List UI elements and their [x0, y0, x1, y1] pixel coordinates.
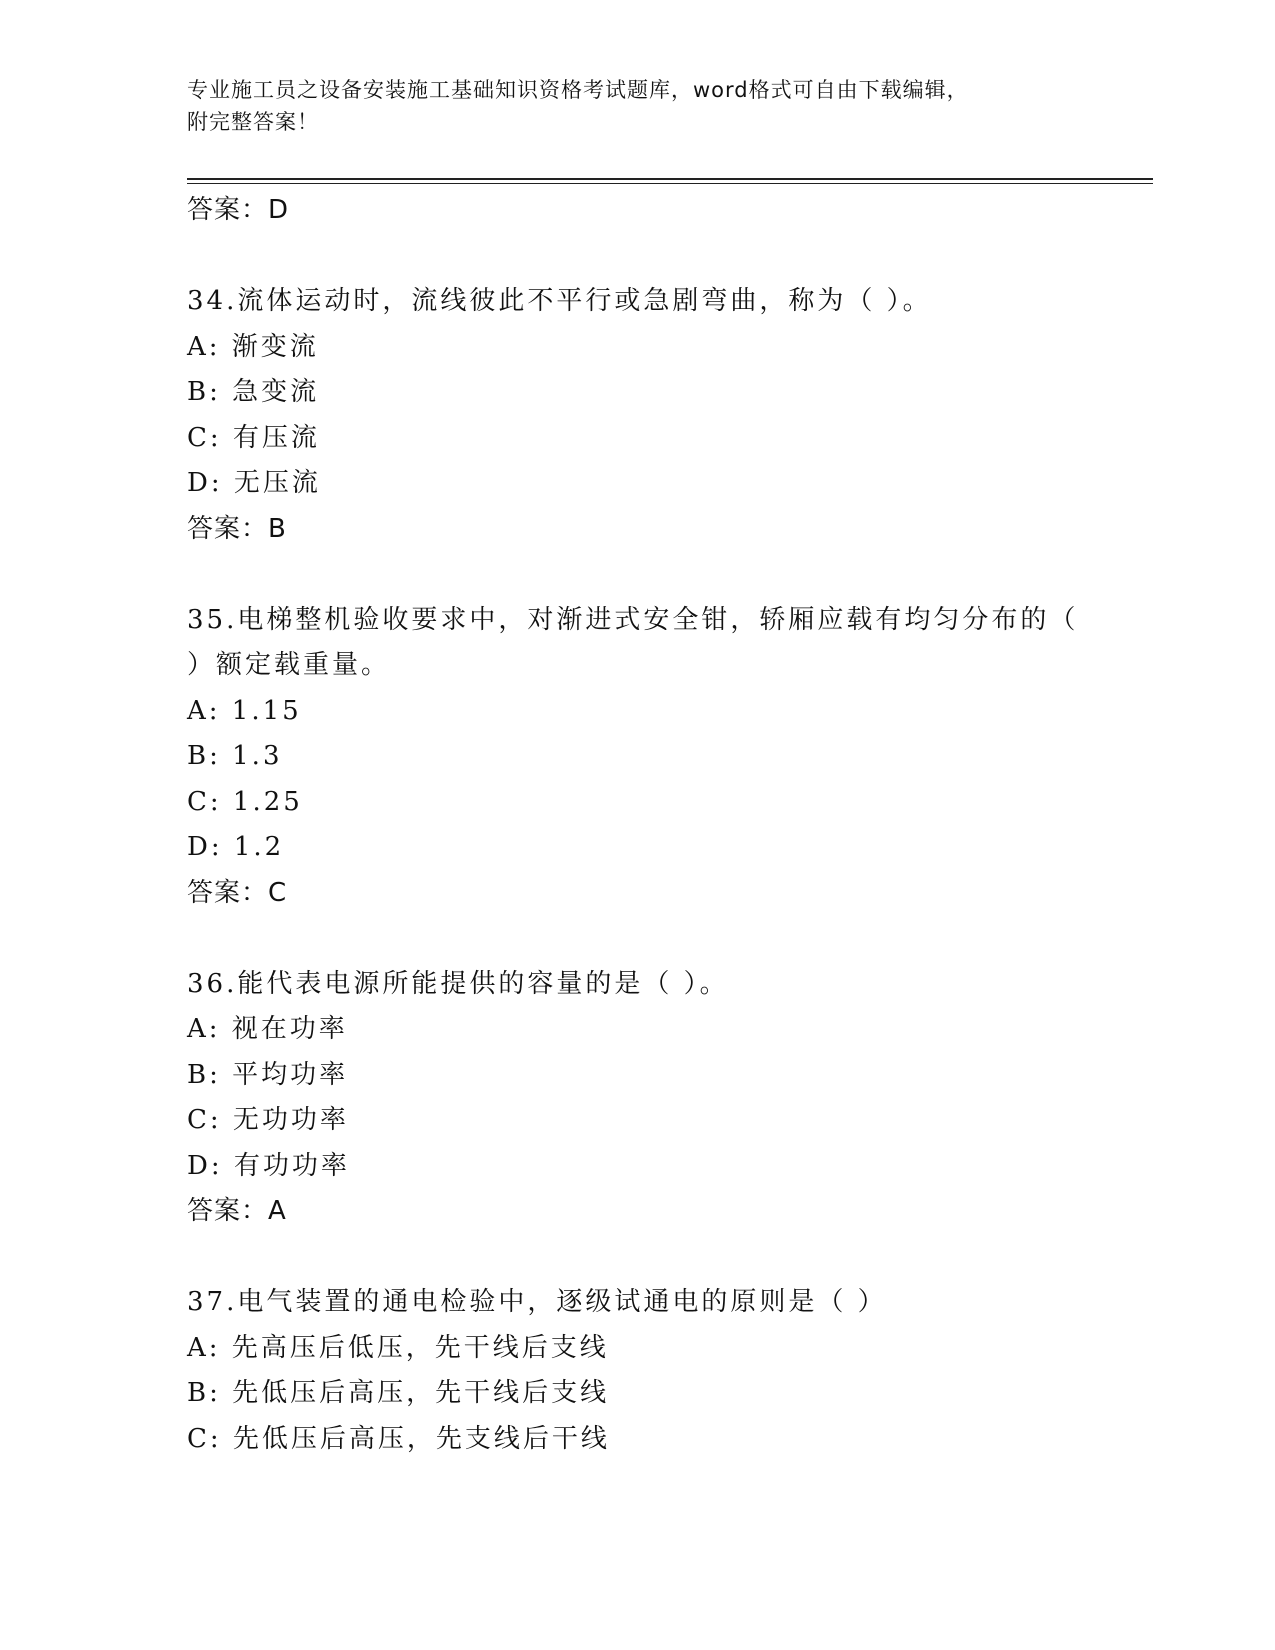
option-c: C: 无功功率 — [187, 1105, 349, 1135]
option-d: D: 1.2 — [187, 832, 285, 862]
option-b: B: 先低压后高压，先干线后支线 — [187, 1378, 610, 1408]
option-b: B: 平均功率 — [187, 1059, 349, 1090]
option-a: A: 渐变流 — [187, 331, 319, 362]
option-b: B: 急变流 — [187, 377, 320, 407]
question-35 — [187, 598, 1077, 917]
answer-33: 答案：D — [187, 195, 290, 225]
spacer — [187, 234, 1077, 280]
answer: 答案：C — [187, 877, 288, 908]
option-d: D: 有功功率 — [187, 1150, 350, 1181]
spacer — [187, 1235, 1077, 1281]
spacer — [187, 916, 1077, 962]
question-stem: 34.流体运动时，流线彼此不平行或急剧弯曲，称为（ ）。 — [187, 286, 932, 316]
question-34 — [187, 279, 1077, 552]
question-stem-line-1: 35.电梯整机验收要求中，对渐进式安全钳，轿厢应载有均匀分布的（ — [187, 604, 1079, 635]
spacer — [187, 552, 1077, 598]
question-stem-line-2: ）额定载重量。 — [187, 650, 391, 680]
header-divider — [187, 178, 1153, 184]
option-d: D: 无压流 — [187, 468, 321, 498]
question-list — [187, 188, 1077, 1462]
option-a: A: 1.15 — [187, 695, 302, 726]
option-a: A: 先高压后低压，先干线后支线 — [187, 1332, 609, 1363]
header-line-2: 附完整答案！ — [187, 110, 319, 134]
option-b: B: 1.3 — [187, 741, 283, 771]
option-c: C: 先低压后高压，先支线后干线 — [187, 1423, 610, 1454]
question-stem: 36.能代表电源所能提供的容量的是（ ）。 — [187, 968, 729, 999]
document-header — [187, 74, 1067, 138]
question-37 — [187, 1280, 1077, 1462]
option-c: C: 有压流 — [187, 422, 320, 453]
option-c: C: 1.25 — [187, 786, 303, 817]
question-stem: 37.电气装置的通电检验中，逐级试通电的原则是（ ） — [187, 1287, 887, 1317]
header-line-1: 专业施工员之设备安装施工基础知识资格考试题库，word格式可自由下载编辑， — [187, 78, 969, 102]
answer: 答案：A — [187, 1196, 287, 1226]
question-36 — [187, 962, 1077, 1235]
option-a: A: 视在功率 — [187, 1014, 348, 1044]
answer: 答案：B — [187, 513, 287, 544]
